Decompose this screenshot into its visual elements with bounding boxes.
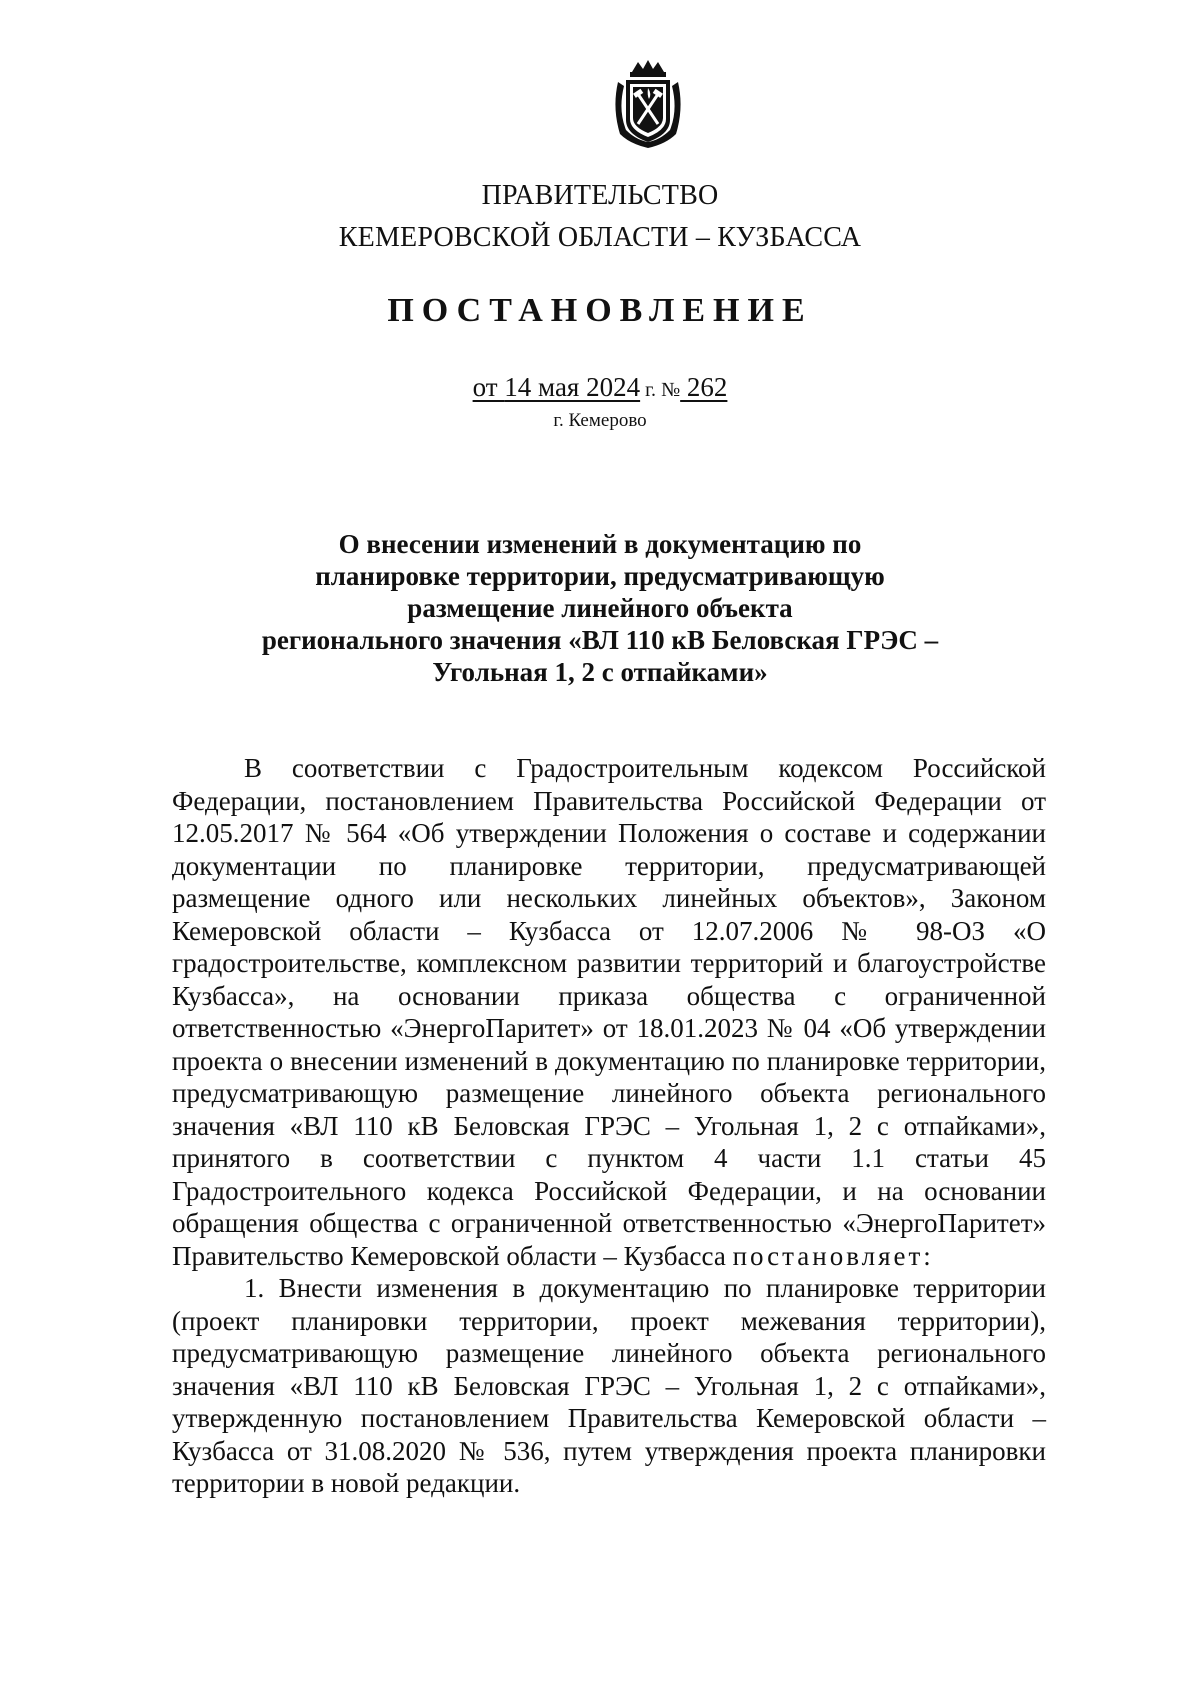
document-body (172, 752, 1046, 1500)
preamble-text: В соответствии с Градостроительным кодексом Российской Федерации, постановлением Правительства Российской Федерации от 12.05.2017 № 564 «Об утверждении Положения о составе и содержании документации по планировке территории, предусматривающей размещение одного или нескольких линейных объектов», Законом Кемеровской области – Кузбасса от 12.07.2006 № 98-ОЗ «О градостроительстве, комплексном развитии территорий и благоустройстве Кузбасса», на основании приказа общества с ограниченной ответственностью «ЭнергоПаритет» от 18.01.2023 № 04 «Об утверждении проекта о внесении изменений в документацию по планировке территории, предусматривающую размещение линейного объекта регионального значения «ВЛ 110 кВ Беловская ГРЭС – Угольная 1, 2 с отпайками», принятого в соответствии с пунктом 4 части 1.1 статьи 45 Градостроительного кодекса Российской Федерации, и на основании обращения общества с ограниченной ответственностью «ЭнергоПаритет» Правительство Кемеровской области – Кузбасса (172, 753, 1046, 1271)
preamble-paragraph (172, 752, 1046, 1272)
document-title (0, 528, 1200, 688)
date-number-line (0, 372, 1200, 403)
title-line: О внесении изменений в документацию по (338, 529, 862, 559)
title-line: размещение линейного объекта (407, 593, 793, 623)
date-field: от 14 мая 2024 (472, 372, 641, 402)
document-number: 262 (680, 372, 728, 402)
title-line: планировке территории, предусматривающую (315, 561, 885, 591)
title-line: регионального значения «ВЛ 110 кВ Беловская ГРЭС – (261, 625, 939, 655)
number-sign: № (661, 379, 681, 401)
document-type: ПОСТАНОВЛЕНИЕ (387, 292, 813, 329)
resolves-word: постановляет: (732, 1240, 934, 1271)
government-name: ПРАВИТЕЛЬСТВО (481, 180, 719, 211)
city: г. Кемерово (553, 410, 647, 431)
year-suffix: г. (640, 379, 662, 401)
item-1-paragraph: 1. Внести изменения в документацию по планировке территории (проект планировки территории, проект межевания территории), предусматривающую размещение линейного объекта регионального значения «ВЛ 110 кВ Беловская ГРЭС – Угольная 1, 2 с отпайками», утвержденную постановлением Правительства Кемеровской области – Кузбасса от 31.08.2020 № 536, путем утверждения проекта планировки территории в новой редакции. (172, 1273, 1046, 1498)
title-line: Угольная 1, 2 с отпайками» (432, 657, 768, 687)
region-name: КЕМЕРОВСКОЙ ОБЛАСТИ – КУЗБАССА (338, 222, 862, 253)
coat-of-arms-icon (610, 58, 686, 150)
